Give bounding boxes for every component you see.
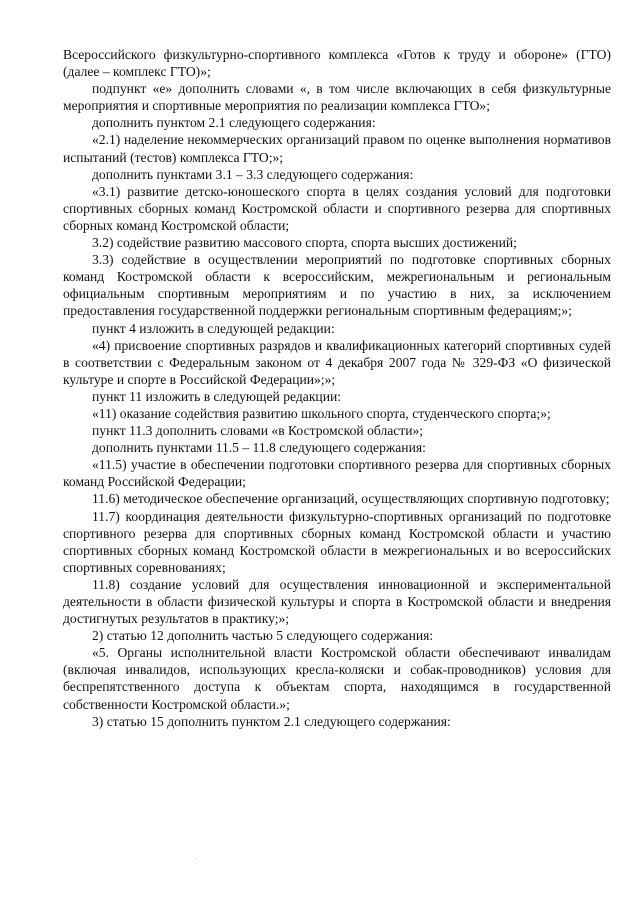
paragraph: 11.8) создание условий для осуществления инновационной и экспериментальной деятельности в области физической культуры и спорта в Костромской области и внедрения достигнутых результатов в практику;»; <box>63 576 611 627</box>
paragraph: 3.2) содействие развитию массового спорта, спорта высших достижений; <box>92 235 517 251</box>
paragraph: 3) статью 15 дополнить пунктом 2.1 следующего содержания: <box>92 713 451 729</box>
paragraph: дополнить пунктами 11.5 – 11.8 следующего содержания: <box>92 440 426 456</box>
paragraph: Всероссийского физкультурно-спортивного комплекса «Готов к труду и обороне» (ГТО) (далее – комплекс ГТО)»; <box>63 47 611 80</box>
paragraph: «11.5) участие в обеспечении подготовки спортивного резерва для спортивных сборных команд Российской Федерации; <box>63 457 611 490</box>
paragraph: «2.1) наделение некоммерческих организаций правом по оценке выполнения нормативов испытаний (тестов) комплекса ГТО;»; <box>63 132 611 165</box>
paragraph: «11) оказание содействия развитию школьного спорта, студенческого спорта;»; <box>92 405 551 421</box>
paragraph: 3.3) содействие в осуществлении мероприятий по подготовке спортивных сборных команд Костромской области к всероссийским, межрегиональным и региональным официальным спортивным мероприятиям и по участию в них, за исключением предоставления государственной поддержки региональным спортивным федерациям;»; <box>63 252 611 319</box>
paragraph: дополнить пунктом 2.1 следующего содержания: <box>92 115 376 131</box>
paragraph: пункт 4 изложить в следующей редакции: <box>92 320 335 336</box>
paragraph: подпункт «е» дополнить словами «, в том числе включающих в себя физкультурные мероприятия и спортивные мероприятия по реализации комплекса ГТО»; <box>63 81 611 114</box>
paragraph: «3.1) развитие детско-юношеского спорта в целях создания условий для подготовки спортивных сборных команд Костромской области и спортивного резерва для спортивных сборных команд Костромской области; <box>63 183 611 233</box>
paragraph: «5. Органы исполнительной власти Костромской области обеспечивают инвалидам (включая инвалидов, использующих кресла-коляски и собак-проводников) условия для беспрепятственного доступа к объектам спорта, находящимся в государственной собственности Костромской области.»; <box>63 645 611 712</box>
paragraph: пункт 11 изложить в следующей редакции: <box>92 388 342 404</box>
scan-speck <box>196 858 197 859</box>
paragraph: «4) присвоение спортивных разрядов и квалификационных категорий спортивных судей в соответствии с Федеральным законом от 4 декабря 2007 года № 329-ФЗ «О физической культуре и спорте в Российской Федерации»;»; <box>63 337 611 387</box>
document-body <box>63 46 611 730</box>
paragraph: 11.7) координация деятельности физкультурно-спортивных организаций по подготовке спортивного резерва для спортивных сборных команд Костромской области и участию спортивных сборных команд Костромской области в межрегиональных и во всероссийских спортивных соревнованиях; <box>63 508 611 575</box>
paragraph: пункт 11.3 дополнить словами «в Костромской области»; <box>92 423 424 439</box>
paragraph: 2) статью 12 дополнить частью 5 следующего содержания: <box>92 628 434 644</box>
paragraph: дополнить пунктами 3.1 – 3.3 следующего содержания: <box>92 166 414 182</box>
paragraph: 11.6) методическое обеспечение организаций, осуществляющих спортивную подготовку; <box>92 491 610 507</box>
